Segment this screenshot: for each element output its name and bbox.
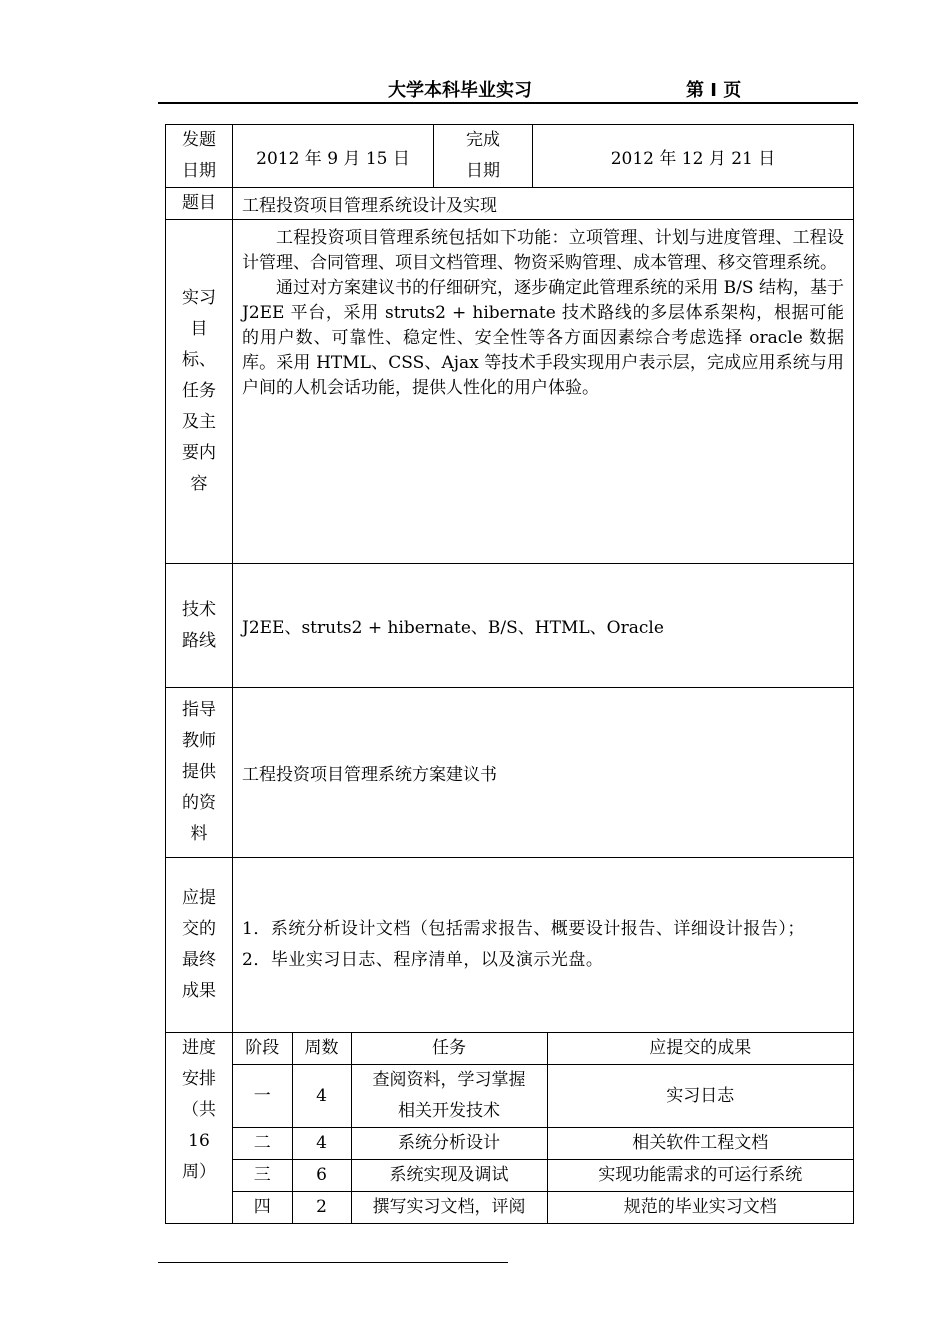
schedule-header-result: 应提交的成果 xyxy=(547,1033,853,1065)
schedule-row xyxy=(166,1033,854,1224)
tech-row xyxy=(166,564,854,688)
schedule-task: 系统分析设计 xyxy=(351,1128,547,1160)
topic-row xyxy=(166,188,854,220)
schedule-table xyxy=(233,1033,853,1223)
issue-date-label: 发题 日期 xyxy=(166,125,233,188)
table-row xyxy=(233,1192,853,1224)
schedule-weeks: 4 xyxy=(292,1128,351,1160)
deliverables-content xyxy=(233,858,854,1033)
header-title: 大学本科毕业实习 xyxy=(388,80,532,101)
schedule-weeks: 2 xyxy=(292,1192,351,1224)
table-row xyxy=(233,1065,853,1128)
goals-paragraph-1: 工程投资项目管理系统包括如下功能：立项管理、计划与进度管理、工程设计管理、合同管理、项目文档管理、物资采购管理、成本管理、移交管理系统。 xyxy=(242,228,844,273)
deliverable-item-1: 1．系统分析设计文档（包括需求报告、概要设计报告、详细设计报告）； xyxy=(242,919,805,939)
schedule-stage: 一 xyxy=(233,1065,292,1128)
footnote-separator xyxy=(158,1262,508,1263)
issue-date-value: 2012 年 9 月 15 日 xyxy=(233,125,434,188)
deliverable-item-2: 2．毕业实习日志、程序清单，以及演示光盘。 xyxy=(242,950,604,970)
finish-date-label: 完成 日期 xyxy=(434,125,533,188)
page-number: 第 I 页 xyxy=(686,80,742,101)
schedule-label: 进度 安排 （共 16 周） xyxy=(166,1033,233,1224)
schedule-result: 规范的毕业实习文档 xyxy=(547,1192,853,1224)
goals-label: 实习 目 标、 任务 及主 要内 容 xyxy=(166,220,233,564)
schedule-result: 相关软件工程文档 xyxy=(547,1128,853,1160)
goals-content xyxy=(233,220,854,564)
topic-value: 工程投资项目管理系统设计及实现 xyxy=(233,188,854,220)
dates-row xyxy=(166,125,854,188)
deliverables-label: 应提 交的 最终 成果 xyxy=(166,858,233,1033)
schedule-table-cell xyxy=(233,1033,854,1224)
schedule-task: 系统实现及调试 xyxy=(351,1160,547,1192)
materials-label: 指导 教师 提供 的资 料 xyxy=(166,688,233,858)
schedule-header-task: 任务 xyxy=(351,1033,547,1065)
goals-paragraph-2: 通过对方案建议书的仔细研究，逐步确定此管理系统的采用 B/S 结构，基于 J2EE 平台，采用 struts2 + hibernate 技术路线的多层体系架构，根据可能的用户数、可靠性、稳定性、安全性等各方面因素综合考虑选择 oracle 数据库。采用 HTML、CSS、Ajax 等技术手段实现用户表示层，完成应用系统与用户间的人机会话功能，提供人性化的用户体验。 xyxy=(242,278,844,398)
schedule-header-row xyxy=(233,1033,853,1065)
schedule-task: 撰写实习文档，评阅 xyxy=(351,1192,547,1224)
materials-value: 工程投资项目管理系统方案建议书 xyxy=(233,688,854,858)
schedule-weeks: 4 xyxy=(292,1065,351,1128)
schedule-header-weeks: 周数 xyxy=(292,1033,351,1065)
tech-value: J2EE、struts2 + hibernate、B/S、HTML、Oracle xyxy=(233,564,854,688)
finish-date-value: 2012 年 12 月 21 日 xyxy=(533,125,854,188)
schedule-stage: 四 xyxy=(233,1192,292,1224)
tech-label: 技术 路线 xyxy=(166,564,233,688)
schedule-stage: 三 xyxy=(233,1160,292,1192)
schedule-task: 查阅资料，学习掌握 相关开发技术 xyxy=(351,1065,547,1128)
schedule-result: 实现功能需求的可运行系统 xyxy=(547,1160,853,1192)
internship-table xyxy=(165,124,854,1224)
schedule-result: 实习日志 xyxy=(547,1065,853,1128)
schedule-weeks: 6 xyxy=(292,1160,351,1192)
schedule-header-stage: 阶段 xyxy=(233,1033,292,1065)
goals-row xyxy=(166,220,854,564)
schedule-stage: 二 xyxy=(233,1128,292,1160)
page-header xyxy=(158,74,858,104)
topic-label: 题目 xyxy=(166,188,233,220)
deliverables-row xyxy=(166,858,854,1033)
table-row xyxy=(233,1160,853,1192)
table-row xyxy=(233,1128,853,1160)
materials-row xyxy=(166,688,854,858)
